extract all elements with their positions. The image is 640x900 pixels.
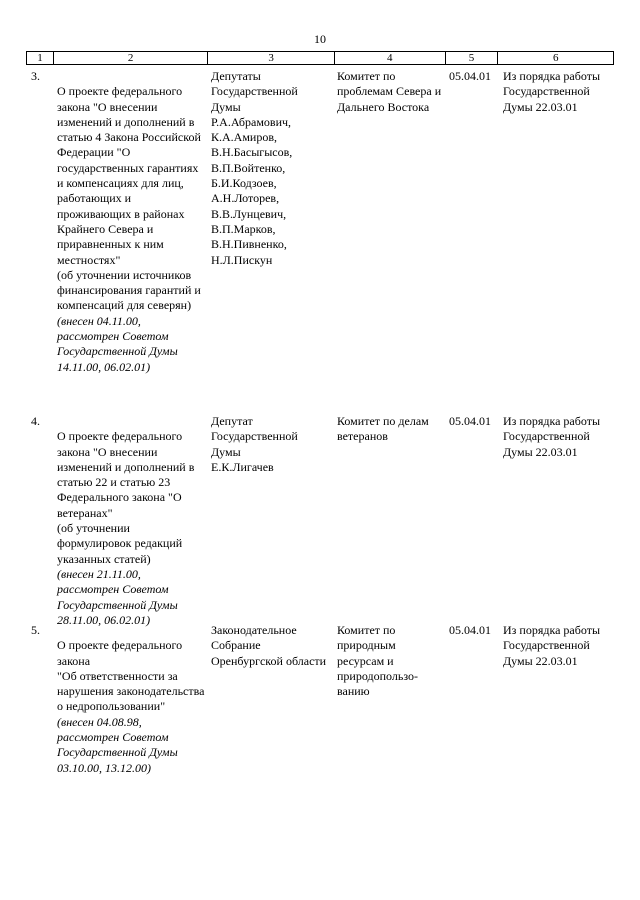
bill-description <box>57 69 205 390</box>
header-col-4: 4 <box>335 52 446 64</box>
row-number: 4. <box>31 414 40 428</box>
committee: Комитет по природным ресурсам и природопользо- ванию <box>337 623 418 699</box>
header-col-5: 5 <box>446 52 499 64</box>
date: 05.04.01 <box>449 414 491 428</box>
page-number: 10 <box>314 32 326 46</box>
header-col-2: 2 <box>54 52 208 64</box>
header-col-6: 6 <box>552 52 559 64</box>
bill-authors: Законодательное Собрание Оренбургской области <box>211 623 327 668</box>
status: Из порядка работы Государственной Думы 22.03.01 <box>503 623 601 668</box>
bill-authors: Депутаты Государственной Думы Р.А.Абрамович, К.А.Амиров, В.Н.Басыгысов, В.П.Войтенко, Б.И.Кодзоев, А.Н.Лоторев, В.В.Лунцевич, В.П.Марков, В.Н.Пивненко, Н.Л.Пискун <box>211 69 298 267</box>
bill-authors: Депутат Государственной Думы Е.К.Лигачев <box>211 414 298 474</box>
status: Из порядка работы Государственной Думы 22.03.01 <box>503 414 601 459</box>
bill-note: (внесен 21.11.00, рассмотрен Советом Государственной Думы 28.11.00, 06.02.01) <box>57 566 178 627</box>
header-col-3: 3 <box>208 52 335 64</box>
table-header <box>26 51 614 65</box>
committee: Комитет по делам ветеранов <box>337 414 429 444</box>
header-col-1: 1 <box>27 52 54 64</box>
bill-description <box>57 623 205 791</box>
row-number: 3. <box>31 69 40 83</box>
bill-description <box>57 414 205 643</box>
bill-title: О проекте федерального закона "Об ответственности за нарушения законодательства о недропользовании" <box>57 638 205 714</box>
bill-title: О проекте федерального закона "О внесении изменений и дополнений в статью 22 и статью 23 Федерального закона "О ветеранах" (об уточнении формулировок редакций указанных статей) <box>57 429 195 566</box>
committee: Комитет по проблемам Севера и Дальнего Востока <box>337 69 442 114</box>
date: 05.04.01 <box>449 69 491 83</box>
date: 05.04.01 <box>449 623 491 637</box>
row-number: 5. <box>31 623 40 637</box>
bill-note: (внесен 04.11.00, рассмотрен Советом Государственной Думы 14.11.00, 06.02.01) <box>57 313 178 374</box>
status: Из порядка работы Государственной Думы 22.03.01 <box>503 69 601 114</box>
bill-title: О проекте федерального закона "О внесении изменений и дополнений в статью 4 Закона Российской Федерации "О государственных гарантиях и компенсациях для лиц, работающих и проживающих в районах Крайнего Севера и приравненных к ним местностях" (об уточнении источников финансирования гарантий и компенсаций для северян) <box>57 84 201 313</box>
bill-note: (внесен 04.08.98, рассмотрен Советом Государственной Думы 03.10.00, 13.12.00) <box>57 714 178 775</box>
